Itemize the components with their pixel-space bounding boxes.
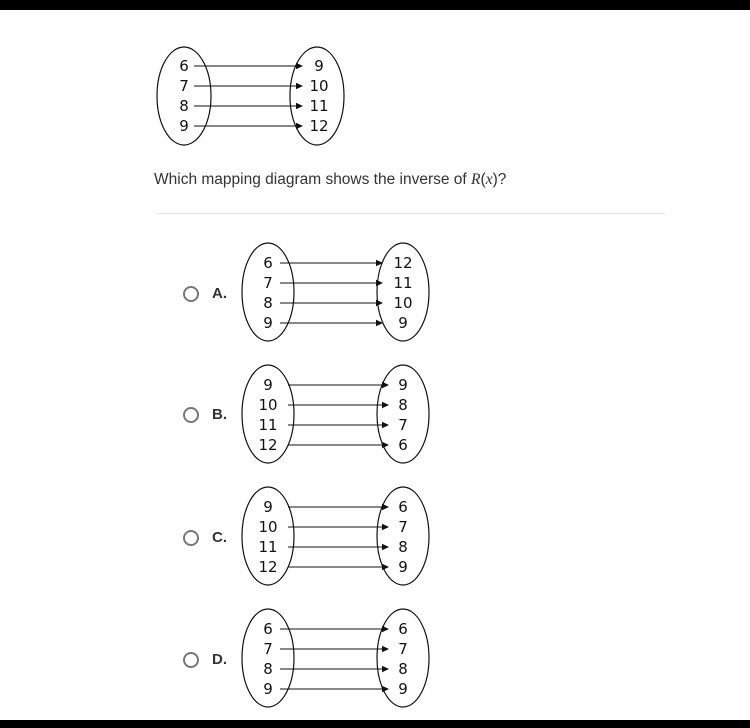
range-value: 9 bbox=[314, 57, 324, 75]
right-value: 11 bbox=[393, 274, 413, 292]
function-variable: x bbox=[485, 171, 493, 188]
right-value: 8 bbox=[398, 660, 408, 678]
right-value: 8 bbox=[398, 396, 408, 414]
range-value: 10 bbox=[309, 77, 329, 95]
radio-option-b[interactable] bbox=[183, 407, 199, 423]
right-value: 10 bbox=[393, 294, 413, 312]
left-value: 8 bbox=[263, 660, 273, 678]
left-value: 6 bbox=[263, 254, 273, 272]
question-prefix: Which mapping diagram shows the inverse of bbox=[154, 171, 472, 188]
right-value: 8 bbox=[398, 538, 408, 556]
mapping-arrow bbox=[288, 544, 389, 550]
option-d-label: D. bbox=[212, 651, 227, 668]
option-d-mapping-diagram[interactable] bbox=[240, 607, 440, 712]
left-value: 10 bbox=[258, 518, 278, 536]
right-value: 6 bbox=[398, 436, 408, 454]
given-mapping-diagram bbox=[155, 45, 365, 150]
domain-value: 8 bbox=[179, 97, 189, 115]
mapping-arrow bbox=[280, 320, 383, 326]
domain-value: 9 bbox=[179, 117, 189, 135]
mapping-arrow bbox=[280, 300, 383, 306]
mapping-arrow bbox=[280, 280, 383, 286]
question-suffix: ? bbox=[497, 171, 507, 188]
right-value: 7 bbox=[398, 416, 408, 434]
right-value: 9 bbox=[398, 558, 408, 576]
radio-option-c[interactable] bbox=[183, 530, 199, 546]
option-b-label: B. bbox=[212, 406, 227, 423]
mapping-arrow bbox=[280, 260, 383, 266]
right-value: 9 bbox=[398, 376, 408, 394]
mapping-arrow bbox=[288, 422, 389, 428]
mapping-arrow bbox=[288, 504, 389, 510]
mapping-arrow bbox=[280, 686, 389, 692]
option-c-label: C. bbox=[212, 529, 227, 546]
mapping-arrow bbox=[288, 442, 389, 448]
left-value: 7 bbox=[263, 640, 273, 658]
bottom-border bbox=[0, 720, 750, 728]
top-border bbox=[0, 0, 750, 10]
left-value: 6 bbox=[263, 620, 273, 638]
left-value: 8 bbox=[263, 294, 273, 312]
left-value: 9 bbox=[263, 680, 273, 698]
question-text: Which mapping diagram shows the inverse of R(x)? bbox=[154, 171, 507, 188]
mapping-arrow bbox=[280, 666, 389, 672]
mapping-arrow bbox=[280, 626, 389, 632]
mapping-arrow bbox=[194, 63, 303, 69]
right-value: 6 bbox=[398, 498, 408, 516]
divider bbox=[155, 213, 665, 214]
mapping-arrow bbox=[288, 382, 389, 388]
mapping-arrow bbox=[194, 123, 303, 129]
mapping-arrow bbox=[280, 646, 389, 652]
radio-option-d[interactable] bbox=[183, 652, 199, 668]
left-value: 11 bbox=[258, 538, 278, 556]
function-name: R bbox=[471, 171, 481, 188]
right-value: 9 bbox=[398, 680, 408, 698]
mapping-arrow bbox=[288, 524, 389, 530]
left-value: 9 bbox=[263, 498, 273, 516]
mapping-arrow bbox=[288, 402, 389, 408]
right-value: 9 bbox=[398, 314, 408, 332]
left-value: 12 bbox=[258, 436, 278, 454]
range-value: 12 bbox=[309, 117, 329, 135]
right-value: 12 bbox=[393, 254, 413, 272]
right-value: 6 bbox=[398, 620, 408, 638]
left-value: 10 bbox=[258, 396, 278, 414]
right-value: 7 bbox=[398, 518, 408, 536]
option-b-mapping-diagram[interactable] bbox=[240, 363, 440, 468]
range-value: 11 bbox=[309, 97, 329, 115]
domain-value: 7 bbox=[179, 77, 189, 95]
left-value: 11 bbox=[258, 416, 278, 434]
option-a-label: A. bbox=[212, 285, 227, 302]
option-a-mapping-diagram[interactable] bbox=[240, 241, 440, 346]
right-value: 7 bbox=[398, 640, 408, 658]
left-value: 9 bbox=[263, 314, 273, 332]
option-c-mapping-diagram[interactable] bbox=[240, 485, 440, 590]
left-value: 9 bbox=[263, 376, 273, 394]
left-value: 12 bbox=[258, 558, 278, 576]
domain-value: 6 bbox=[179, 57, 189, 75]
radio-option-a[interactable] bbox=[183, 286, 199, 302]
left-value: 7 bbox=[263, 274, 273, 292]
mapping-arrow bbox=[288, 564, 389, 570]
